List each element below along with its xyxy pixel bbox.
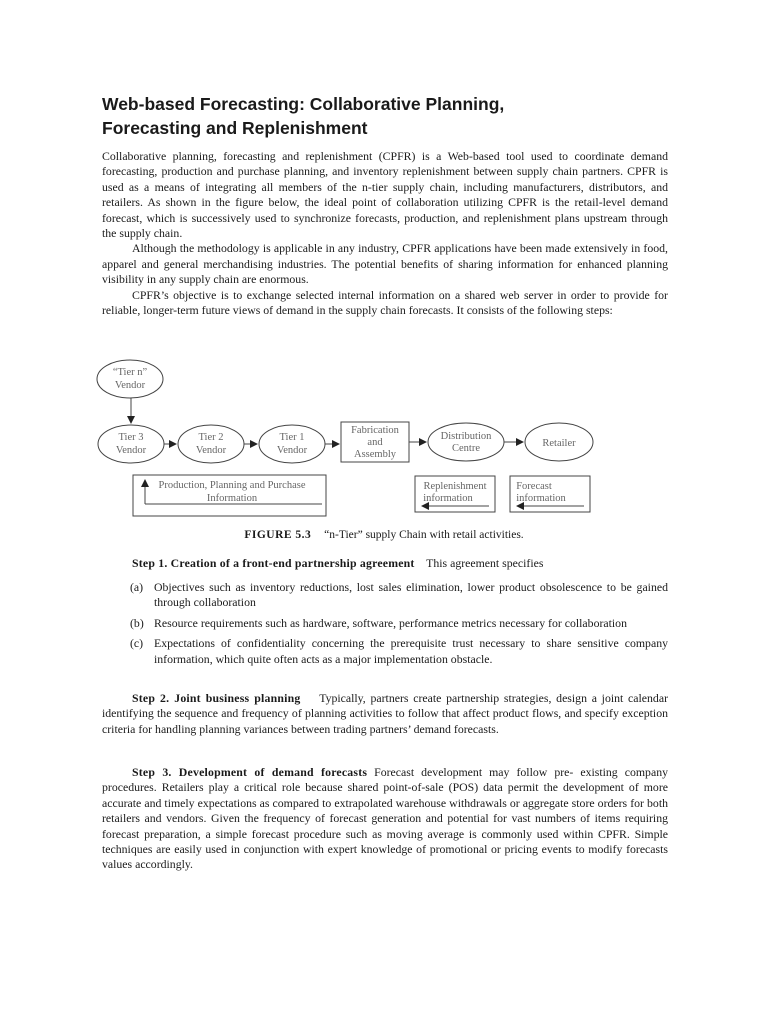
figure-label: FIGURE 5.3 [244,529,312,541]
distribution-label-2: Centre [452,443,480,454]
fabrication-label-3: Assembly [354,449,396,460]
distribution-label-1: Distribution [440,431,492,442]
forecast-label-1: Forecast [516,481,552,492]
list-item [102,636,668,667]
tier-n-vendor-node [97,360,163,398]
tier-3-label-1: Tier 3 [118,432,144,443]
step-3 [102,765,668,873]
supply-chain-diagram [92,354,612,524]
step-1-heading: Step 1. Creation of a front-end partnership agreement [132,556,415,570]
intro-text [102,149,668,318]
distribution-centre-node [428,423,504,461]
list-marker: (c) [130,636,144,651]
list-item [102,616,668,631]
tier-1-vendor-node [259,425,325,463]
tier-1-label-2: Vendor [276,445,308,456]
step-2-text: Typically, partners create partnership strategies, design a joint calendar identifying the sequence and frequency of planning activities to follow that affect product flows, and specify exception criteria for handling planning variances between trading partners’ demand forecasts. [102,691,668,736]
list-marker: (b) [130,615,144,630]
step-1-list [102,580,668,672]
list-marker: (a) [130,580,144,594]
tier-n-label-2: Vendor [114,380,146,391]
step-1-text: This agreement specifies [426,556,544,570]
production-info-label-1: Production, Planning and Purchase [158,480,306,491]
replenishment-label-1: Replenishment [423,481,487,492]
step-2-heading: Step 2. Joint business planning [132,691,301,705]
tier-2-label-2: Vendor [195,445,227,456]
figure-text: “n-Tier” supply Chain with retail activities. [324,529,524,541]
step-3-heading: Step 3. Development of demand forecasts [132,765,368,779]
list-item [102,580,668,611]
tier-2-vendor-node [178,425,244,463]
list-item-text: Objectives such as inventory reductions, lost sales elimination, lower product obsolescence to be gained through collaboration [154,580,668,610]
page-title [102,92,662,140]
tier-3-label-2: Vendor [115,445,147,456]
paragraph-3: CPFR’s objective is to exchange selected internal information on a shared web server in order to provide for reliable, longer-term future views of demand in the supply chain forecasts. It consists of the following steps: [102,287,668,318]
title-line-2: Forecasting and Replenishment [102,118,368,138]
step-2 [102,691,668,737]
paragraph-1: Collaborative planning, forecasting and replenishment (CPFR) is a Web-based tool used to coordinate demand forecasting, production and purchase planning, and inventory replenishment between supply chain partners. CPFR is used as a means of integrating all members of the n-tier supply chain, including manufacturers, distributors, and retailers. As shown in the figure below, the ideal point of collaboration utilizing CPFR is the retail-level demand forecast, which is successively used to synchronize forecasts, production, and replenishment plans upstream through the supply chain. [102,149,668,241]
list-item-text: Expectations of confidentiality concerning the prerequisite trust necessary to share sensitive company information, which quite often acts as a major implementation obstacle. [154,636,668,666]
step-3-text: Forecast development may follow pre- existing company procedures. Retailers play a critical role because shared point-of-sale (POS) data permit the development of more accurate and timely expectations as compared to extrapolated warehouse withdrawals or aggregate store orders for both retailers and vendors. Given the frequency of forecast generation and potential for vast numbers of items requiring forecast preparation, a simple forecast procedure such as moving average is commonly used within CPFR. Simple techniques are easily used in conjunction with expert knowledge of promotional or pricing events to modify forecasts values accordingly. [102,765,668,872]
tier-3-vendor-node [98,425,164,463]
paragraph-2: Although the methodology is applicable in any industry, CPFR applications have been made extensively in food, apparel and general merchandising industries. The potential benefits of sharing information for enhanced planning visibility in any supply chain are enormous. [102,241,668,287]
tier-n-label-1: “Tier n” [112,367,148,378]
list-item-text: Resource requirements such as hardware, software, performance metrics necessary for collaboration [154,615,627,630]
fabrication-label-2: and [367,437,383,448]
retailer-label: Retailer [542,438,576,449]
step-1 [102,556,668,571]
figure-caption [0,529,768,541]
forecast-label-2: information [516,493,566,504]
fabrication-label-1: Fabrication [351,425,399,436]
tier-1-label-1: Tier 1 [279,432,305,443]
title-line-1: Web-based Forecasting: Collaborative Planning, [102,94,505,114]
tier-2-label-1: Tier 2 [198,432,224,443]
production-info-label-2: Information [206,493,258,504]
replenishment-label-2: information [423,493,473,504]
